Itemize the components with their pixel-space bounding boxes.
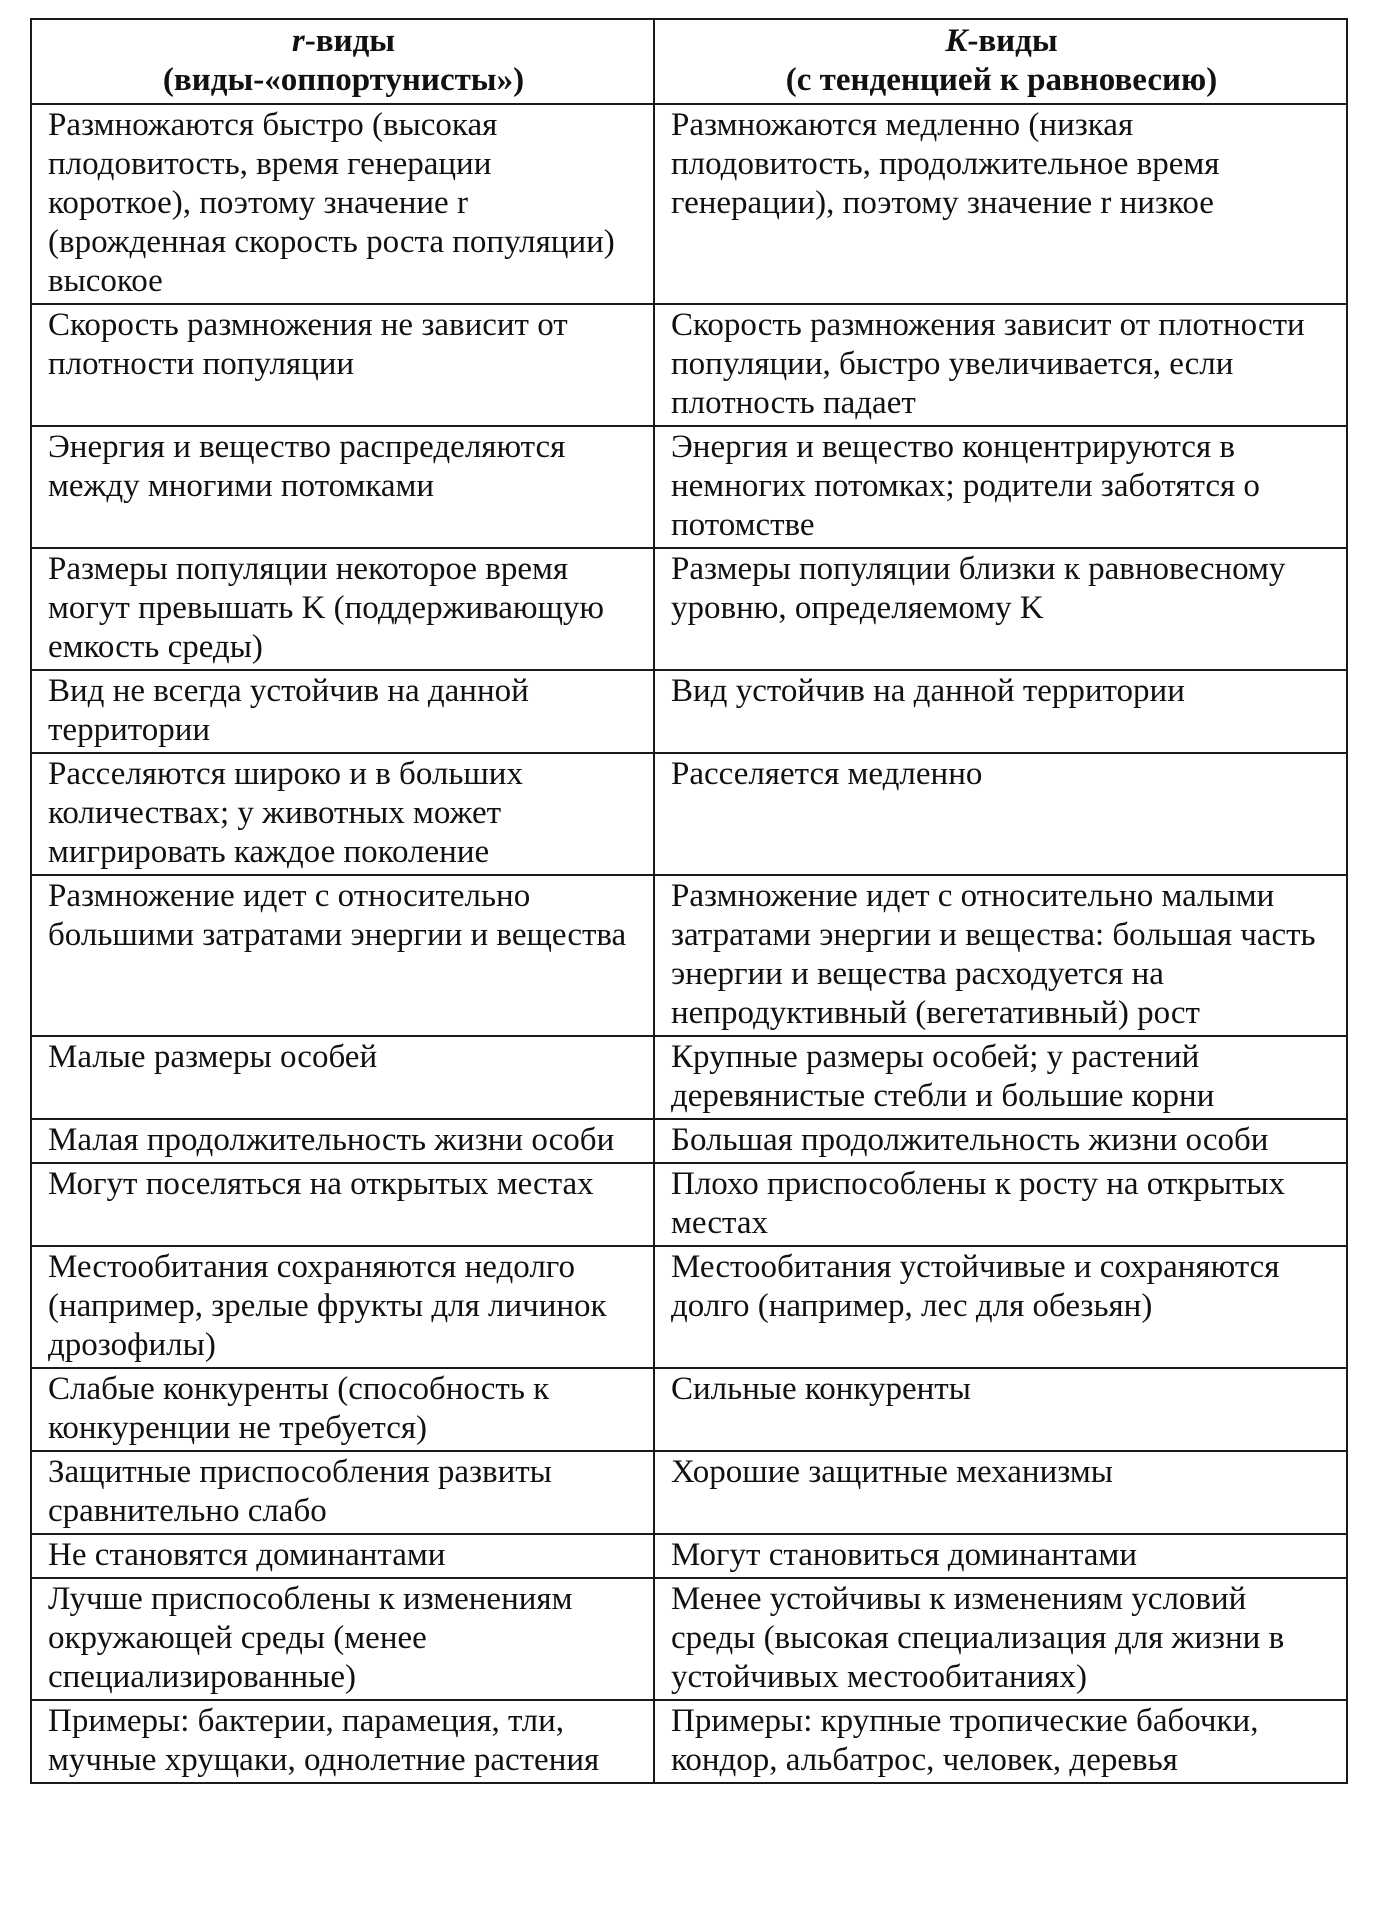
table-row xyxy=(31,1246,1347,1368)
r-species-trait-cell: Не становятся доминантами xyxy=(31,1534,654,1578)
header-r-subtitle: (виды-«оппортунисты») xyxy=(162,62,525,98)
r-species-trait-cell: Размножение идет с относительно большими затратами энергии и вещества xyxy=(31,875,654,1036)
r-species-trait-cell: Слабые конкуренты (способность к конкуренции не требуется) xyxy=(31,1368,654,1451)
r-species-trait-cell: Лучше приспособлены к изменениям окружающей среды (менее специализированные) xyxy=(31,1578,654,1700)
r-species-trait-cell: Могут поселяться на открытых местах xyxy=(31,1163,654,1246)
k-species-trait-cell: Местообитания устойчивые и сохраняются долго (например, лес для обезьян) xyxy=(654,1246,1347,1368)
header-k-subtitle: (с тенденцией к равновесию) xyxy=(785,62,1218,98)
table-row xyxy=(31,875,1347,1036)
table-row xyxy=(31,304,1347,426)
table-row xyxy=(31,104,1347,304)
table-row xyxy=(31,1534,1347,1578)
r-species-trait-cell: Защитные приспособления развиты сравнительно слабо xyxy=(31,1451,654,1534)
header-k-suffix: -виды xyxy=(967,23,1058,59)
k-symbol: K xyxy=(945,23,968,59)
r-k-species-comparison-table xyxy=(30,18,1348,1784)
table-row xyxy=(31,548,1347,670)
k-species-trait-cell: Энергия и вещество концентрируются в немногих потомках; родители заботятся о потомстве xyxy=(654,426,1347,548)
k-species-trait-cell: Размножаются медленно (низкая плодовитость, продолжительное время генерации), поэтому значение r низкое xyxy=(654,104,1347,304)
k-species-trait-cell: Скорость размножения зависит от плотности популяции, быстро увеличивается, если плотность падает xyxy=(654,304,1347,426)
r-species-trait-cell: Расселяются широко и в больших количествах; у животных может мигрировать каждое поколение xyxy=(31,753,654,875)
table-header xyxy=(31,19,1347,104)
table-row xyxy=(31,670,1347,753)
table-row xyxy=(31,1451,1347,1534)
r-symbol: r xyxy=(291,23,305,59)
header-k-species xyxy=(654,19,1347,104)
k-species-trait-cell: Примеры: крупные тропические бабочки, кондор, альбатрос, человек, деревья xyxy=(654,1700,1347,1783)
table-row xyxy=(31,753,1347,875)
k-species-trait-cell: Хорошие защитные механизмы xyxy=(654,1451,1347,1534)
k-species-trait-cell: Вид устойчив на данной территории xyxy=(654,670,1347,753)
k-species-trait-cell: Большая продолжительность жизни особи xyxy=(654,1119,1347,1163)
table-row xyxy=(31,1036,1347,1119)
r-species-trait-cell: Скорость размножения не зависит от плотности популяции xyxy=(31,304,654,426)
table-body xyxy=(31,104,1347,1783)
header-row xyxy=(31,19,1347,104)
k-species-trait-cell: Расселяется медленно xyxy=(654,753,1347,875)
k-species-trait-cell: Крупные размеры особей; у растений деревянистые стебли и большие корни xyxy=(654,1036,1347,1119)
header-r-title xyxy=(48,22,639,61)
r-species-trait-cell: Малая продолжительность жизни особи xyxy=(31,1119,654,1163)
table-row xyxy=(31,1163,1347,1246)
k-species-trait-cell: Размеры популяции близки к равновесному уровню, определяемому K xyxy=(654,548,1347,670)
k-species-trait-cell: Могут становиться доминантами xyxy=(654,1534,1347,1578)
table-row xyxy=(31,1700,1347,1783)
r-species-trait-cell: Размножаются быстро (высокая плодовитость, время генерации короткое), поэтому значение r (врожденная скорость роста популяции) высокое xyxy=(31,104,654,304)
r-species-trait-cell: Местообитания сохраняются недолго (например, зрелые фрукты для личинок дрозофилы) xyxy=(31,1246,654,1368)
header-r-suffix: -виды xyxy=(304,23,396,59)
table-row xyxy=(31,1119,1347,1163)
header-k-title xyxy=(671,22,1332,61)
header-r-species xyxy=(31,19,654,104)
table-row xyxy=(31,426,1347,548)
table-row xyxy=(31,1368,1347,1451)
k-species-trait-cell: Менее устойчивы к изменениям условий среды (высокая специализация для жизни в устойчивых местообитаниях) xyxy=(654,1578,1347,1700)
table-row xyxy=(31,1578,1347,1700)
r-species-trait-cell: Размеры популяции некоторое время могут превышать K (поддерживающую емкость среды) xyxy=(31,548,654,670)
r-species-trait-cell: Энергия и вещество распределяются между многими потомками xyxy=(31,426,654,548)
r-species-trait-cell: Вид не всегда устойчив на данной территории xyxy=(31,670,654,753)
r-species-trait-cell: Примеры: бактерии, парамеция, тли, мучные хрущаки, однолетние растения xyxy=(31,1700,654,1783)
k-species-trait-cell: Размножение идет с относительно малыми затратами энергии и вещества: большая часть энергии и вещества расходуется на непродуктивный (вегетативный) рост xyxy=(654,875,1347,1036)
r-species-trait-cell: Малые размеры особей xyxy=(31,1036,654,1119)
k-species-trait-cell: Плохо приспособлены к росту на открытых местах xyxy=(654,1163,1347,1246)
k-species-trait-cell: Сильные конкуренты xyxy=(654,1368,1347,1451)
